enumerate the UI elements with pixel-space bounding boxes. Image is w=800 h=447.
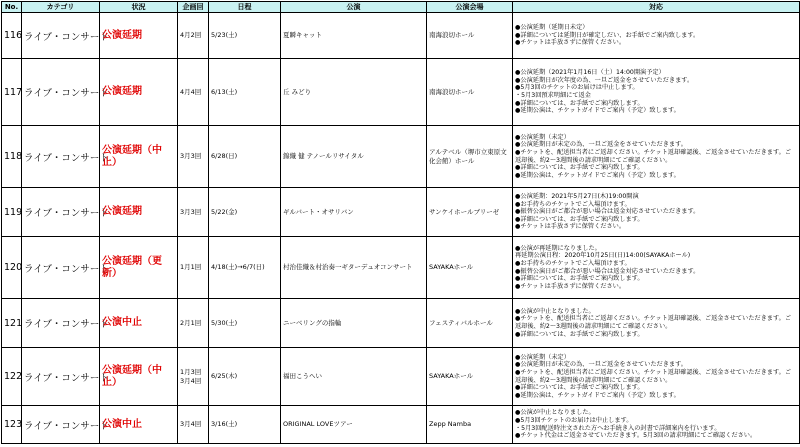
response-line: ●公演延期日が未定の為、一旦ご返金をさせていただきます。 [515,141,687,149]
response-line: ●延期公演は、チケットガイドでご案内（予定）致します。 [515,107,680,115]
row-venue: SAYAKAホール [427,348,513,406]
row-date: 5/23(土) [209,13,281,59]
row-status: 公演延期（更新） [100,237,178,299]
response-line: ●詳細については、お手紙でご案内致します。 [515,384,644,392]
table-row [2,299,800,348]
row-performance: 錦織 健 テノールリサイタル [281,126,427,188]
response-line: ●チケットを、配送担当者にご返却ください。チケット返却確認後、ご返金させていただきます。ご返却後、約2～3週間後の請求明細にてご確認ください。 [515,368,792,384]
row-round: 1月1回 [178,237,209,299]
row-category: ライブ・コンサート [22,126,100,188]
response-line: ●公演延期日が未定の為、一旦ご返金をさせていただきます。 [515,361,687,369]
response-line: ●公演が中止となりました。 [515,409,595,417]
row-round: 3月4回 [178,406,209,444]
row-round: 1月3回 3月4回 [178,348,209,406]
header-category: カテゴリ [22,2,100,13]
row-date: 6/25(木) [209,348,281,406]
row-venue: フェスティバルホール [427,299,513,348]
row-date: 6/28(日) [209,126,281,188]
response-line: ●チケットは手放さずに保管ください。 [515,282,626,290]
row-no: 120 [2,237,22,299]
response-line: ●チケットは手放さずに保管ください。 [515,223,626,231]
table-row [2,406,800,444]
response-line: ●公演延期（2021年1月16日（土）14:00開演予定） [515,69,665,77]
row-status: 公演中止 [100,406,178,444]
response-line: ●チケットは手放さずに保管ください。 [515,39,626,47]
row-no: 119 [2,188,22,237]
row-performance: ORIGINAL LOVEツアー [281,406,427,444]
response-line: ●チケットを、配送担当者にご返却ください。チケット返却確認後、ご返金させていただきます。ご返却後、約2～3週間後の請求明細にてご確認ください。 [515,315,792,330]
header-status: 状況 [100,2,178,13]
table-row [2,13,800,59]
response-line: ●延期公演は、チケットガイドでご案内（予定）致します。 [515,171,680,179]
row-round: 3月3回 [178,188,209,237]
row-no: 117 [2,59,22,126]
row-response [513,13,800,59]
row-performance: 丘 みどり [281,59,427,126]
response-line: ●公演延期（未定） [515,133,570,141]
response-line: ●お手持ちのチケットでご入場頂けます。 [515,200,631,208]
header-date: 日程 [209,2,281,13]
row-venue: 南海浪切ホール [427,13,513,59]
table-row [2,237,800,299]
row-date: 3/16(土) [209,406,281,444]
row-category: ライブ・コンサート [22,348,100,406]
response-line: ●延期公演は、チケットガイドでご案内（予定）致します。 [515,391,680,399]
header-no: No. [2,2,22,13]
row-date: 4/18(土)→6/7(日) [209,237,281,299]
header-performance: 公演 [281,2,427,13]
row-category: ライブ・コンサート [22,299,100,348]
row-response [513,406,800,444]
response-line: ●詳細については、お手紙でご案内致します。 [515,164,644,172]
row-category: ライブ・コンサート [22,237,100,299]
table-row [2,348,800,406]
row-venue: サンケイホールブリーゼ [427,188,513,237]
response-line: 再延期公演日程：2020年10月25日(日)14:00(SAYAKAホール) [515,252,691,260]
response-line: ●チケットを、配送担当者にご返却ください。チケット返却確認後、ご返金させていただきます。ご返却後、約2～3週間後の請求明細にてご確認ください。 [515,148,792,164]
row-performance: 村治佳織＆村治奏一ギターデュオコンサート [281,237,427,299]
row-no: 122 [2,348,22,406]
response-line: ●詳細については延期日が確定しだい、お手紙でご案内致します。 [515,31,700,39]
response-line: ●公演延期日が次年度の為、一旦ご返金をさせていただきます。 [515,76,694,84]
response-line: ●お手持ちのチケットでご入場頂けます。 [515,259,631,267]
header-response: 対応 [513,2,800,13]
header-round: 企画回 [178,2,209,13]
row-response [513,59,800,126]
row-performance: ギルバート・オサリバン [281,188,427,237]
row-status: 公演中止 [100,299,178,348]
row-response [513,188,800,237]
row-venue: アルテベル（堺市立東原文化会館）ホール [427,126,513,188]
row-response [513,126,800,188]
row-venue: Zepp Namba [427,406,513,444]
row-round: 3月3回 [178,126,209,188]
row-no: 121 [2,299,22,348]
row-performance: ニーベリングの指輪 [281,299,427,348]
row-no: 116 [2,13,22,59]
row-status: 公演延期 [100,188,178,237]
table-row [2,59,800,126]
header-row [2,2,800,13]
row-date: 5/22(金) [209,188,281,237]
response-line: ●詳細については、お手紙でご案内致します。 [515,275,644,283]
response-line: ●詳細については、お手紙でご案内致します。 [515,215,644,223]
response-line: ●公演が再延期になりました。 [515,244,601,252]
row-status: 公演延期 [100,59,178,126]
response-line: ●チケット代金はご返金させていただきます。5月3回の請求明細にてご確認ください。 [515,432,757,440]
response-line: ●5月3回のチケットのお届けは中止します。 [515,84,639,92]
row-response [513,348,800,406]
response-line: ・5月3回配送時注文された方へお手続き入の封書で詳細案内を行います。 [515,424,721,432]
response-line: ●5月3回チケットのお届けは中止します。 [515,416,633,424]
row-venue: SAYAKAホール [427,237,513,299]
row-date: 6/13(土) [209,59,281,126]
response-line: ●公演延期：2021年5月27日(木)19:00開演 [515,193,639,201]
row-date: 5/30(土) [209,299,281,348]
row-round: 4月2回 [178,13,209,59]
row-status: 公演延期 [100,13,178,59]
table-row [2,126,800,188]
response-line: ・5月3回預求明細にて返金 [515,92,591,99]
row-status: 公演延期（中止） [100,348,178,406]
row-response [513,237,800,299]
row-category: ライブ・コンサート [22,188,100,237]
row-response [513,299,800,348]
row-category: ライブ・コンサート [22,13,100,59]
response-line: ●公演延期（延期日未定） [515,24,589,32]
row-status: 公演延期（中止） [100,126,178,188]
response-line: ●公演が中止となりました。 [515,307,595,315]
response-line: ●詳細については、お手紙でご案内致します。 [515,330,644,338]
response-line: ●公演延期（未定） [515,353,570,361]
row-venue: 南海浪切ホール [427,59,513,126]
row-category: ライブ・コンサート [22,59,100,126]
response-line: ●振替公演日がご都合が悪い場合は返金対応させていただきます。 [515,267,700,275]
row-round: 2月1回 [178,299,209,348]
response-line: ●振替公演日がご都合が悪い場合は返金対応させていただきます。 [515,208,700,216]
events-table [1,1,800,444]
header-venue: 公演会場 [427,2,513,13]
response-line: ●詳細については、お手紙でご案内致します。 [515,99,644,107]
row-performance: 福田こうへい [281,348,427,406]
row-no: 118 [2,126,22,188]
row-category: ライブ・コンサート [22,406,100,444]
row-round: 4月4回 [178,59,209,126]
row-no: 123 [2,406,22,444]
table-row [2,188,800,237]
row-performance: 夏瞬キャット [281,13,427,59]
